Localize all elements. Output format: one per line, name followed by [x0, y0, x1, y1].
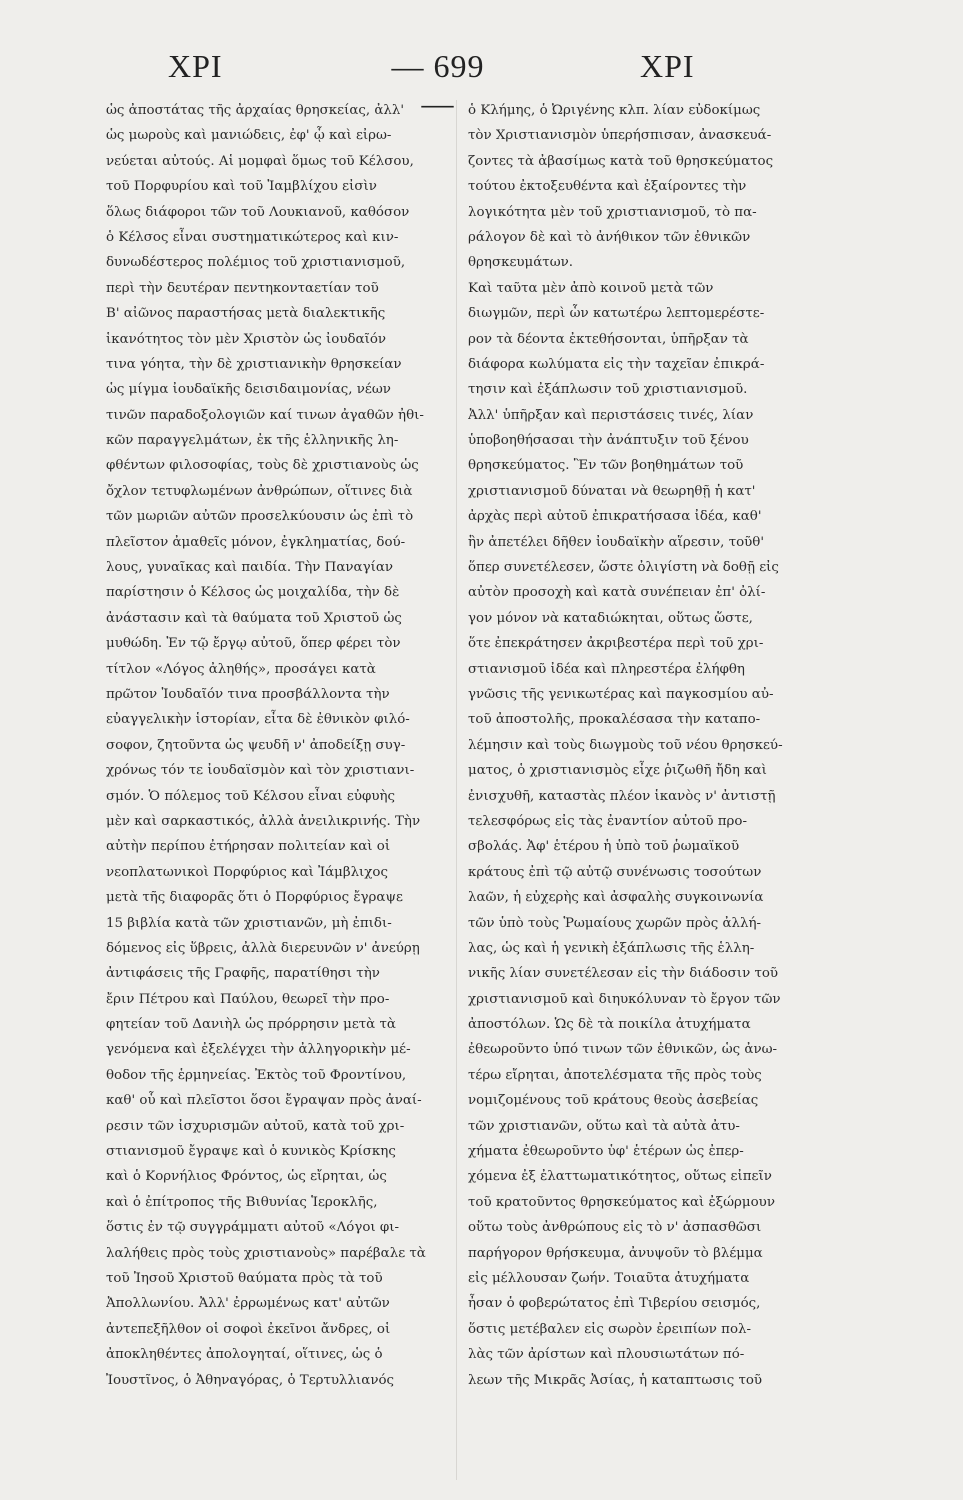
text-line: αὐτὸν προσοχὴ καὶ κατὰ συνέπειαν ἐπ' ὀλί-	[468, 585, 766, 601]
text-line: δόμενος εἰς ὕβρεις, ἀλλὰ διερευνῶν ν' ἀνεύρῃ	[106, 940, 420, 956]
text-line: τίτλον «Λόγος ἀληθής», προσάγει κατὰ	[106, 661, 376, 677]
text-line: χριστιανισμοῦ καὶ διηυκόλυναν τὸ ἔργον τῶν	[468, 991, 781, 1007]
header-right-word: XPI	[640, 48, 695, 84]
text-line: διάφορα κωλύματα εἰς τὴν ταχεῖαν ἐπικρά-	[468, 356, 765, 372]
text-line: λαῶν, ἡ εὐχερὴς καὶ ἀσφαλὴς συγκοινωνία	[468, 890, 764, 906]
text-line: χήματα ἐθεωροῦντο ὑφ' ἑτέρων ὡς ἐπερ-	[468, 1144, 744, 1160]
text-line: ἀντεπεξῆλθον οἱ σοφοὶ ἐκεῖνοι ἄνδρες, οἱ	[106, 1321, 391, 1337]
text-line: πρῶτον Ἰουδαῖόν τινα προσβάλλοντα τὴν	[106, 686, 390, 702]
text-line: μὲν καὶ σαρκαστικός, ἀλλὰ ἀνειλικρινής. Τὴν	[106, 813, 421, 829]
text-line: ἀντιφάσεις τῆς Γραφῆς, παρατίθησι τὴν	[106, 966, 380, 982]
text-line: ρεσιν τῶν ἰσχυρισμῶν αὐτοῦ, κατὰ τοῦ χρι-	[106, 1118, 405, 1134]
text-line: τῶν χριστιανῶν, οὕτω καὶ τὰ αὐτὰ ἀτυ-	[468, 1118, 740, 1134]
text-line: ἐθεωροῦντο ὑπό τινων τῶν ἐθνικῶν, ὡς ἀνω-	[468, 1042, 778, 1058]
text-line: καθ' οὗ καὶ πλεῖστοι ὅσοι ἔγραψαν πρὸς ἀναί-	[106, 1093, 422, 1109]
text-line: τοῦ Ἰησοῦ Χριστοῦ θαύματα πρὸς τὰ τοῦ	[106, 1270, 383, 1286]
text-line: ὡς ἀποστάτας τῆς ἀρχαίας θρησκείας, ἀλλ'	[106, 103, 405, 118]
text-line: λας, ὡς καὶ ἡ γενικὴ ἐξάπλωσις τῆς ἑλλη-	[468, 940, 755, 956]
text-line: ὅστις μετέβαλεν εἰς σωρὸν ἐρειπίων πολ-	[468, 1321, 752, 1337]
text-line: λαλήθεις πρὸς τοὺς χριστιανοὺς» παρέβαλε τὰ	[106, 1245, 426, 1261]
text-line: τὸν Χριστιανισμὸν ὑπερήσπισαν, ἀνασκευά-	[468, 128, 772, 144]
text-line: χριστιανισμοῦ δύναται νὰ θεωρηθῇ ἡ κατ'	[468, 483, 756, 499]
left-text-column	[106, 98, 450, 1393]
text-line: φητείαν τοῦ Δανιὴλ ὡς πρόρρησιν μετὰ τὰ	[106, 1017, 396, 1033]
text-line: λογικότητα μὲν τοῦ χριστιανισμοῦ, τὸ πα-	[468, 204, 757, 220]
text-line: στιανισμοῦ ἰδέα καὶ πληρεστέρα ἐλήφθη	[468, 661, 745, 677]
text-line: σοφον, ζητοῦντα ὡς ψευδῆ ν' ἀποδείξῃ συγ-	[106, 737, 406, 753]
text-line: τῶν μωριῶν αὐτῶν προσελκύουσιν ὡς ἐπὶ τὸ	[106, 509, 414, 525]
text-line: Ἀλλ' ὑπῆρξαν καὶ περιστάσεις τινές, λίαν	[468, 407, 754, 423]
text-line: παρίστησιν ὁ Κέλσος ὡς μοιχαλίδα, τὴν δὲ	[106, 585, 400, 601]
text-line: ὅστις ἐν τῷ συγγράμματι αὐτοῦ «Λόγοι φι-	[106, 1220, 400, 1236]
text-line: θρησκευμάτων.	[468, 255, 574, 271]
text-line: λους, γυναῖκας καὶ παιδία. Τὴν Παναγίαν	[106, 560, 394, 576]
text-line: μετὰ τῆς διαφορᾶς ὅτι ὁ Πορφύριος ἔγραψε	[106, 890, 403, 906]
text-line: 15 βιβλία κατὰ τῶν χριστιανῶν, μὴ ἐπιδι-	[106, 915, 392, 931]
text-line: ὅλως διάφοροι τῶν τοῦ Λουκιανοῦ, καθόσον	[106, 204, 410, 220]
text-line: θρησκεύματος. Ἓν τῶν βοηθημάτων τοῦ	[468, 458, 744, 474]
text-line: ζοντες τὰ ἀβασίμως κατὰ τοῦ θρησκεύματος	[468, 153, 774, 169]
text-line: καὶ ὁ ἐπίτροπος τῆς Βιθυνίας Ἱεροκλῆς,	[106, 1194, 378, 1210]
text-line: λεων τῆς Μικρᾶς Ἀσίας, ἡ καταπτωσις τοῦ	[468, 1372, 763, 1388]
text-line: τῶν ὑπὸ τοὺς Ῥωμαίους χωρῶν πρὸς ἀλλή-	[468, 915, 762, 931]
text-line: νεοπλατωνικοὶ Πορφύριος καὶ Ἰάμβλιχος	[106, 864, 388, 880]
text-line: ὡς μωροὺς καὶ μανιώδεις, ἐφ' ᾧ καὶ εἰρω-	[106, 128, 392, 144]
text-line: ὁ Κέλσος εἶναι συστηματικώτερος καὶ κιν-	[106, 229, 399, 245]
text-line: ἦσαν ὁ φοβερώτατος ἐπὶ Τιβερίου σεισμός,	[468, 1296, 761, 1312]
text-line: λέμησιν καὶ τοὺς διωγμοὺς τοῦ νέου θρησκεύ-	[468, 737, 783, 753]
text-line: Ἰουστῖνος, ὁ Ἀθηναγόρας, ὁ Τερτυλλιανός	[106, 1372, 395, 1388]
text-line: λὰς τῶν ἀρίστων καὶ πλουσιωτάτων πό-	[468, 1347, 745, 1363]
text-line: ἔριν Πέτρου καὶ Παύλου, θεωρεῖ τὴν προ-	[106, 991, 390, 1007]
text-line: νομιζομένους τοῦ κράτους θεοὺς ἀσεβείας	[468, 1093, 759, 1109]
text-line: σμόν. Ὁ πόλεμος τοῦ Κέλσου εἶναι εὐφυὴς	[106, 788, 396, 804]
text-line: παρήγορον θρήσκευμα, ἀνυψοῦν τὸ βλέμμα	[468, 1245, 763, 1261]
text-line: εὐαγγελικὴν ἱστορίαν, εἶτα δὲ ἐθνικὸν φιλό-	[106, 712, 410, 728]
text-line: τούτου ἐκτοξευθέντα καὶ ἐξαίροντες τὴν	[468, 179, 747, 195]
text-line: ὅτε ἐπεκράτησεν ἀκριβεστέρα περὶ τοῦ χρι-	[468, 636, 764, 652]
text-line: μυθώδη. Ἐν τῷ ἔργῳ αὐτοῦ, ὅπερ φέρει τὸν	[106, 636, 401, 652]
text-line: οὕτω τοὺς ἀνθρώπους εἰς τὸ ν' ἀσπασθῶσι	[468, 1220, 762, 1236]
text-line: ἀρχὰς περὶ αὐτοῦ ἐπικρατήσασα ἰδέα, καθ'	[468, 509, 762, 525]
text-line: κράτους ἐπὶ τῷ αὐτῷ συνένωσις τοσούτων	[468, 864, 762, 880]
text-line: Β' αἰῶνος παραστήσας μετὰ διαλεκτικῆς	[106, 306, 386, 322]
text-line: ὡς μίγμα ἰουδαϊκῆς δεισιδαιμονίας, νέων	[106, 382, 391, 398]
text-line: ὑποβοηθήσασαι τὴν ἀνάπτυξιν τοῦ ξένου	[468, 433, 749, 449]
text-line: τοῦ Πορφυρίου καὶ τοῦ Ἰαμβλίχου εἰσὶν	[106, 179, 377, 195]
text-line: τοῦ κρατοῦντος θρησκεύματος καὶ ἐξώρμουν	[468, 1194, 775, 1210]
text-line: ἀποκληθέντες ἀπολογηταί, οἵτινες, ὡς ὁ	[106, 1347, 383, 1363]
text-line: τελεσφόρως εἰς τὰς ἐναντίον αὐτοῦ προ-	[468, 813, 747, 829]
text-line: τησιν καὶ ἐξάπλωσιν τοῦ χριστιανισμοῦ.	[468, 382, 748, 398]
text-line: ἱκανότητος τὸν μὲν Χριστὸν ὡς ἰουδαῖόν	[106, 331, 387, 347]
text-line: ἐνισχυθῆ, καταστὰς πλέον ἱκανὸς ν' ἀντιστῇ	[468, 788, 776, 804]
column-divider	[456, 100, 457, 1480]
text-line: ὁ Κλήμης, ὁ Ὠριγένης κλπ. λίαν εὐδοκίμως	[468, 103, 761, 118]
text-line: Καὶ ταῦτα μὲν ἀπὸ κοινοῦ μετὰ τῶν	[468, 280, 714, 296]
text-line: ματος, ὁ χριστιανισμὸς εἶχε ῥιζωθῆ ἤδη καὶ	[468, 763, 767, 779]
text-line: τοῦ ἀποστολῆς, προκαλέσασα τὴν καταπο-	[468, 712, 761, 728]
text-line: αὐτὴν περίπου ἐτήρησαν πολιτείαν καὶ οἱ	[106, 839, 391, 855]
text-line: τέρω εἴρηται, ἀποτελέσματα τῆς πρὸς τοὺς	[468, 1067, 762, 1083]
right-text-column	[468, 98, 846, 1393]
text-line: διωγμῶν, περὶ ὧν κατωτέρω λεπτομερέστε-	[468, 306, 765, 322]
text-line: χρόνως τόν τε ἰουδαϊσμὸν καὶ τὸν χριστιανι-	[106, 763, 415, 779]
header-left-word: XPI	[168, 48, 223, 84]
text-line: τινῶν παραδοξολογιῶν καί τινων ἀγαθῶν ἠθι-	[106, 407, 424, 423]
text-line: ὅπερ συνετέλεσεν, ὥστε ὀλιγίστη νὰ δοθῇ εἰς	[468, 560, 779, 576]
text-line: εἰς μέλλουσαν ζωήν. Τοιαῦτα ἀτυχήματα	[468, 1270, 750, 1286]
page-number: — 699 —	[391, 48, 485, 121]
text-line: νεύεται αὐτούς. Αἱ μομφαὶ ὅμως τοῦ Κέλσου,	[106, 153, 414, 169]
text-line: γον μόνον νὰ καταδιώκηται, οὕτως ὥστε,	[468, 610, 753, 626]
text-line: ράλογον δὲ καὶ τὸ ἀνήθικον τῶν ἐθνικῶν	[468, 229, 751, 245]
text-line: θοδον τῆς ἑρμηνείας. Ἐκτὸς τοῦ Φροντίνου,	[106, 1067, 407, 1083]
text-line: ρον τὰ δέοντα ἐκτεθήσονται, ὑπῆρξαν τὰ	[468, 331, 749, 347]
text-line: σβολάς. Ἀφ' ἑτέρου ἡ ὑπὸ τοῦ ῥωμαϊκοῦ	[468, 839, 740, 855]
text-line: ἀποστόλων. Ὡς δὲ τὰ ποικίλα ἀτυχήματα	[468, 1017, 751, 1033]
text-line: φθέντων φιλοσοφίας, τοὺς δὲ χριστιανοὺς ὡς	[106, 458, 419, 474]
text-line: τινα γόητα, τὴν δὲ χριστιανικὴν θρησκείαν	[106, 356, 402, 372]
text-line: δυνωδέστερος πολέμιος τοῦ χριστιανισμοῦ,	[106, 255, 406, 271]
text-line: Ἀπολλωνίου. Ἀλλ' ἐρρωμένως κατ' αὐτῶν	[106, 1296, 390, 1312]
text-line: ἣν ἀπετέλει δῆθεν ἰουδαϊκὴν αἵρεσιν, τοῦθ'	[468, 534, 765, 550]
text-line: κῶν παραγγελμάτων, ἐκ τῆς ἑλληνικῆς λη-	[106, 433, 399, 449]
text-line: καὶ ὁ Κορνήλιος Φρόντος, ὡς εἴρηται, ὡς	[106, 1169, 387, 1185]
text-line: περὶ τὴν δευτέραν πεντηκονταετίαν τοῦ	[106, 280, 379, 296]
text-line: στιανισμοῦ ἔγραψε καὶ ὁ κυνικὸς Κρίσκης	[106, 1144, 396, 1160]
text-line: γνῶσις τῆς γενικωτέρας καὶ παγκοσμίου αὐ-	[468, 686, 774, 702]
text-line: ἀνάστασιν καὶ τὰ θαύματα τοῦ Χριστοῦ ὡς	[106, 610, 402, 626]
text-line: ὄχλον τετυφλωμένων ἀνθρώπων, οἵτινες διὰ	[106, 483, 413, 499]
text-line: γενόμενα καὶ ἐξελέγχει τὴν ἀλληγορικὴν μέ-	[106, 1042, 411, 1058]
text-line: νικῆς λίαν συνετέλεσαν εἰς τὴν διάδοσιν τοῦ	[468, 966, 779, 982]
text-line: πλεῖστον ἀμαθεῖς μόνον, ἐγκληματίας, δού-	[106, 534, 406, 550]
text-line: χόμενα ἐξ ἐλαττωματικότητος, οὕτως εἰπεῖν	[468, 1169, 772, 1185]
